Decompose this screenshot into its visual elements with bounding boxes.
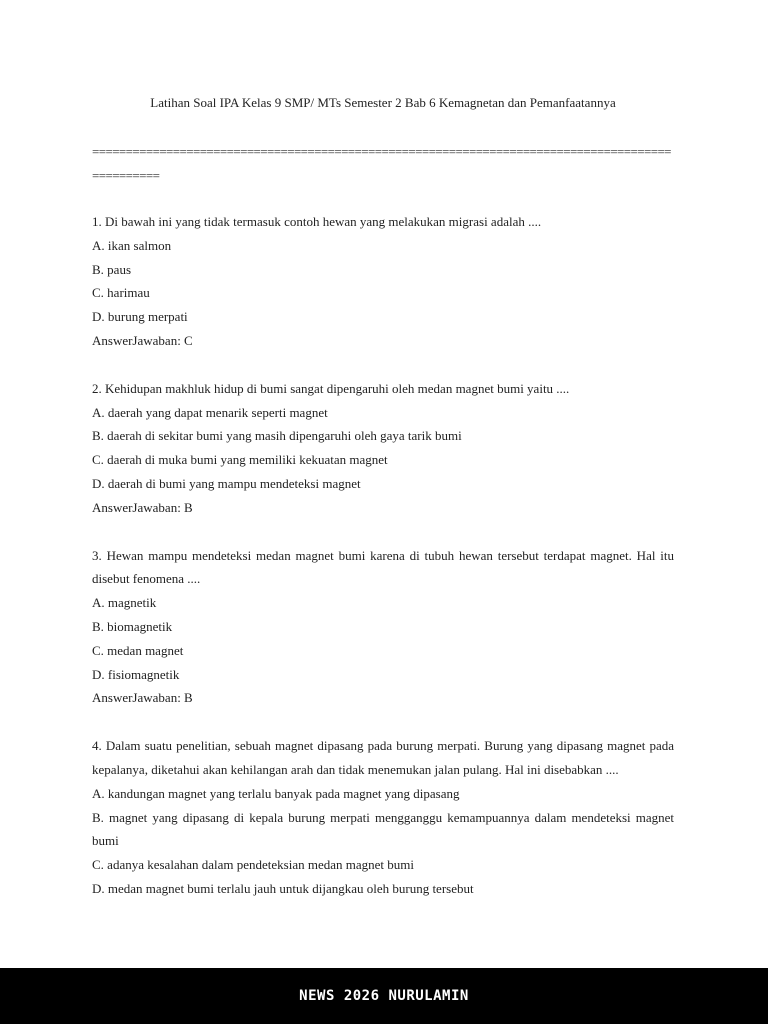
- answer-option: D. daerah di bumi yang mampu mendeteksi magnet: [92, 475, 361, 491]
- footer-banner: [0, 968, 768, 1024]
- answer-option: D. burung merpati: [92, 309, 188, 325]
- question-list: [92, 210, 674, 925]
- answer-option: B. magnet yang dipasang di kepala burung merpati mengganggu kemampuannya dalam mendeteksi magnet bumi: [92, 809, 674, 849]
- answer-option: D. medan magnet bumi terlalu jauh untuk dijangkau oleh burung tersebut: [92, 880, 474, 896]
- document-title: Latihan Soal IPA Kelas 9 SMP/ MTs Semester 2 Bab 6 Kemagnetan dan Pemanfaatannya: [150, 95, 616, 110]
- answer-key: AnswerJawaban: B: [92, 499, 193, 515]
- answer-option: D. fisiomagnetik: [92, 666, 180, 682]
- question-1: [92, 210, 674, 353]
- answer-option: C. medan magnet: [92, 642, 184, 658]
- answer-option: A. kandungan magnet yang terlalu banyak pada magnet yang dipasang: [92, 785, 460, 801]
- question-3: [92, 544, 674, 711]
- answer-option: B. paus: [92, 261, 131, 277]
- answer-option: A. ikan salmon: [92, 237, 172, 253]
- question-stem: 1. Di bawah ini yang tidak termasuk contoh hewan yang melakukan migrasi adalah ....: [92, 214, 542, 229]
- question-stem: 4. Dalam suatu penelitian, sebuah magnet dipasang pada burung merpati. Burung yang dipasang magnet pada kepalanya, diketahui akan kehilangan arah dan tidak menemukan jalan pulang. Hal ini disebabkan ....: [92, 738, 674, 777]
- answer-option: B. daerah di sekitar bumi yang masih dipengaruhi oleh gaya tarik bumi: [92, 428, 462, 444]
- answer-option: C. daerah di muka bumi yang memiliki kekuatan magnet: [92, 452, 388, 468]
- answer-key: AnswerJawaban: B: [92, 690, 193, 706]
- question-4: [92, 734, 674, 901]
- question-2: [92, 377, 674, 520]
- footer-text: NEWS 2026 NURULAMIN: [299, 988, 469, 1004]
- question-stem: 3. Hewan mampu mendeteksi medan magnet bumi karena di tubuh hewan tersebut terdapat magnet. Hal itu disebut fenomena ....: [92, 547, 674, 587]
- question-stem: 2. Kehidupan makhluk hidup di bumi sangat dipengaruhi oleh medan magnet bumi yaitu ....: [92, 380, 570, 396]
- answer-option: A. daerah yang dapat menarik seperti magnet: [92, 404, 328, 420]
- separator-line: ================================================================================================: [92, 144, 671, 183]
- answer-option: C. adanya kesalahan dalam pendeteksian medan magnet bumi: [92, 857, 414, 873]
- answer-key: AnswerJawaban: C: [92, 332, 193, 348]
- answer-option: B. biomagnetik: [92, 618, 173, 634]
- answer-option: C. harimau: [92, 285, 150, 301]
- answer-option: A. magnetik: [92, 595, 157, 611]
